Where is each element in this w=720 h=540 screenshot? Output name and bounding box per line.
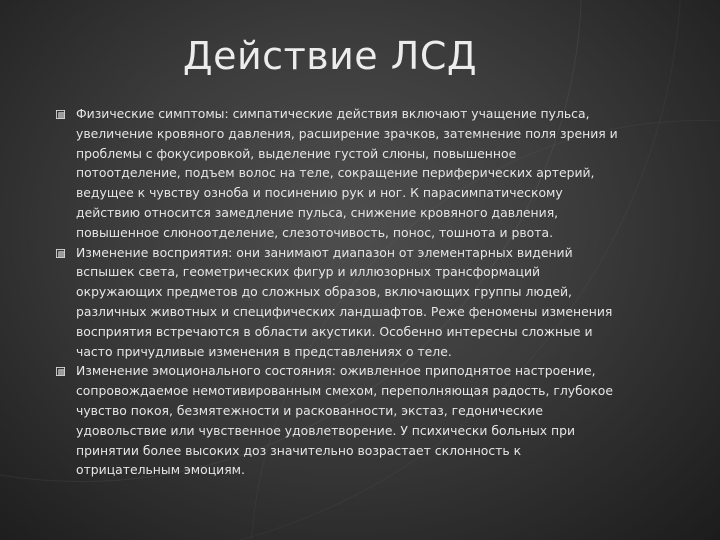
checkbox-bullet-icon <box>56 249 65 258</box>
bullet-text: Изменение восприятия: они занимают диапазон от элементарных видений вспышек света, геометрических фигур и иллюзорных трансформаций окружающих предметов до сложных образов, включающих группы людей, различных животных и специфических ландшафтов. Реже феномены изменения восприятия встречаются в области акустики. Особенно интересны сложные и часто причудливые изменения в представлениях о теле. <box>76 244 613 359</box>
checkbox-bullet-icon <box>56 367 65 376</box>
bullet-text: Изменение эмоционального состояния: оживленное приподнятое настроение, сопровождаемое немотивированным смехом, переполняющая радость, глубокое чувство покоя, безмятежности и раскованности, экстаз, гедонические удовольствие или чувственное удовлетворение. У психически больных при принятии более высоких доз значительно возрастает склонность к отрицательным эмоциям. <box>76 363 614 478</box>
bullet-text: Физические симптомы: симпатические действия включают учащение пульса, увеличение кровяного давления, расширение зрачков, затемнение поля зрения и проблемы с фокусировкой, выделение густой слюны, повышенное потоотделение, подъем волос на теле, сокращение периферических артерий, ведущее к чувству озноба и посинению рук и ног. К парасимпатическому действию относится замедление пульса, снижение кровяного давления, повышенное слюноотделение, слезоточивость, понос, тошнота и рвота. <box>76 106 618 240</box>
bullet-list <box>56 104 621 480</box>
checkbox-bullet-icon <box>56 110 65 119</box>
bullet-item <box>56 104 621 243</box>
bullet-item <box>56 361 621 480</box>
bullet-item <box>56 243 621 362</box>
slide-title: Действие ЛСД <box>182 34 478 78</box>
